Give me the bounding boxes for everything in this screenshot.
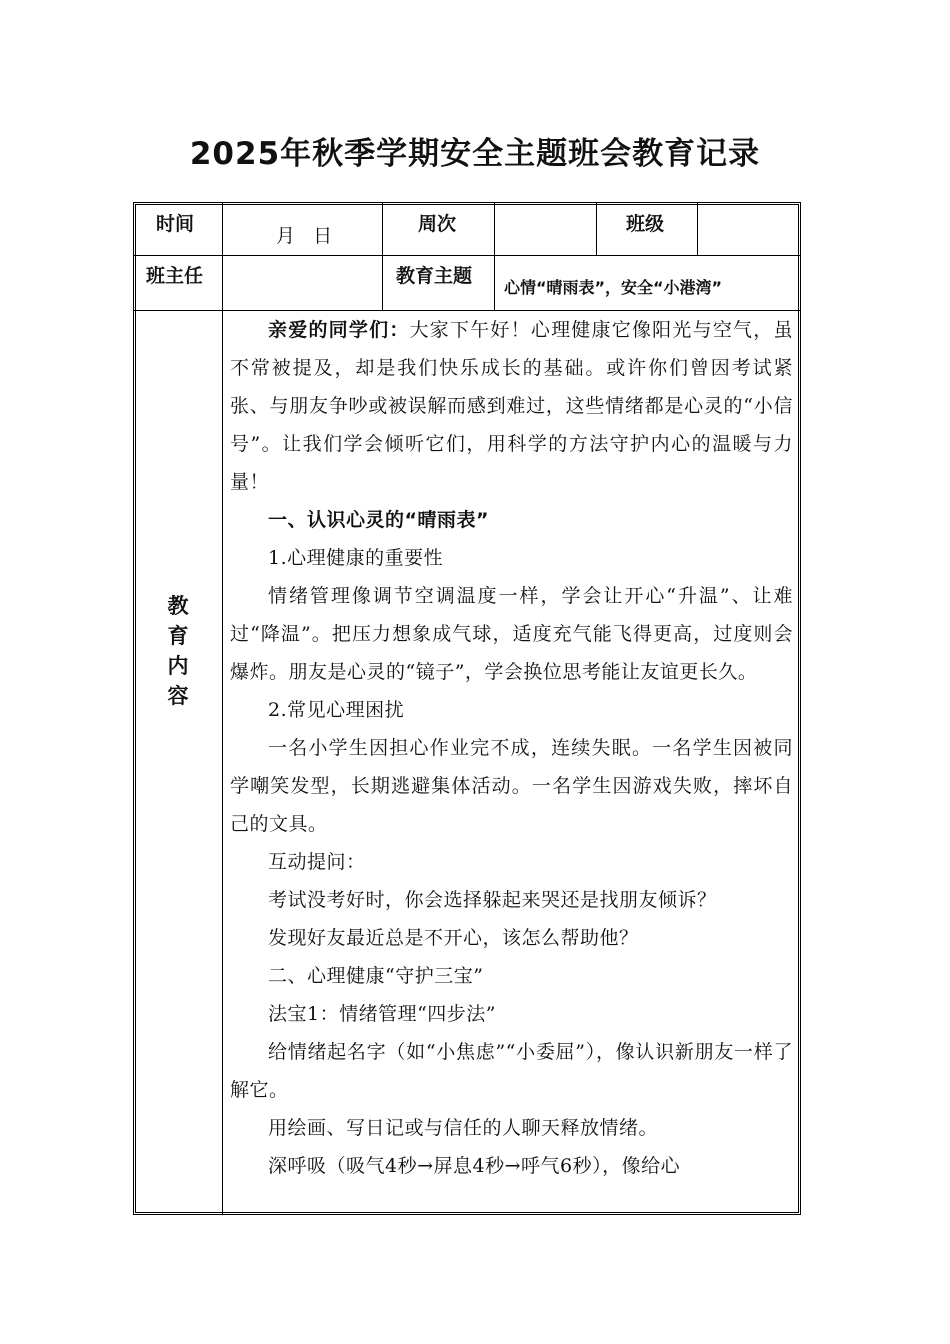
teacher-label: 班主任 [146, 265, 204, 287]
col-divider [494, 203, 495, 310]
content-label-char: 内 [167, 654, 189, 678]
col-divider [382, 203, 383, 310]
col-divider [222, 203, 223, 1214]
theme-value: 心情“晴雨表”，安全“小港湾” [504, 278, 723, 297]
question-title: 互动提问： [268, 851, 366, 873]
time-value[interactable]: 月 日 [276, 225, 333, 247]
paragraph: 一名小学生因担心作业完不成，连续失眠。一名学生因被同学嘲笑发型，长期逃避集体活动。一名学生因游戏失败，摔坏自己的文具。 [230, 737, 793, 835]
page-title: 2025年秋季学期安全主题班会教育记录 [189, 136, 761, 172]
content-label-char: 容 [167, 684, 189, 708]
row-divider [134, 255, 800, 256]
section-heading: 二、心理健康“守护三宝” [268, 965, 484, 987]
question-item: 考试没考好时，你会选择躲起来哭还是找朋友倾诉？ [268, 889, 717, 911]
paragraph: 情绪管理像调节空调温度一样，学会让开心“升温”、让难过“降温”。把压力想象成气球，适度充气能飞得更高，过度则会爆炸。朋友是心灵的“镜子”，学会换位思考能让友谊更长久。 [230, 585, 793, 683]
greeting-salutation: 亲爱的同学们： [268, 319, 410, 341]
content-label-char: 教 [167, 594, 189, 618]
subheading: 1.心理健康的重要性 [268, 547, 444, 569]
education-content [230, 311, 793, 1185]
paragraph: 给情绪起名字（如“小焦虑”“小委屈”），像认识新朋友一样了解它。 [230, 1041, 793, 1101]
greeting-paragraph [230, 311, 793, 501]
question-item: 发现好友最近总是不开心，该怎么帮助他？ [268, 927, 639, 949]
subheading: 2.常见心理困扰 [268, 699, 405, 721]
subheading: 法宝1：情绪管理“四步法” [268, 1003, 497, 1025]
col-divider [697, 203, 698, 255]
col-divider [596, 203, 597, 255]
content-label-char: 育 [167, 624, 189, 648]
section-heading: 一、认识心灵的“晴雨表” [268, 509, 489, 531]
paragraph: 深呼吸（吸气4秒→屏息4秒→呼气6秒），像给心 [268, 1155, 681, 1177]
record-table [133, 202, 801, 1215]
week-label: 周次 [418, 213, 457, 235]
paragraph: 用绘画、写日记或与信任的人聊天释放情绪。 [268, 1117, 659, 1139]
class-label: 班级 [626, 213, 665, 235]
greeting-text: 大家下午好！心理健康它像阳光与空气，虽不常被提及，却是我们快乐成长的基础。或许你们曾因考试紧张、与朋友争吵或被误解而感到难过，这些情绪都是心灵的“小信号”。让我们学会倾听它们，用科学的方法守护内心的温暖与力量！ [230, 319, 793, 493]
time-label: 时间 [156, 213, 195, 235]
theme-label: 教育主题 [396, 265, 473, 287]
content-label [134, 591, 222, 711]
